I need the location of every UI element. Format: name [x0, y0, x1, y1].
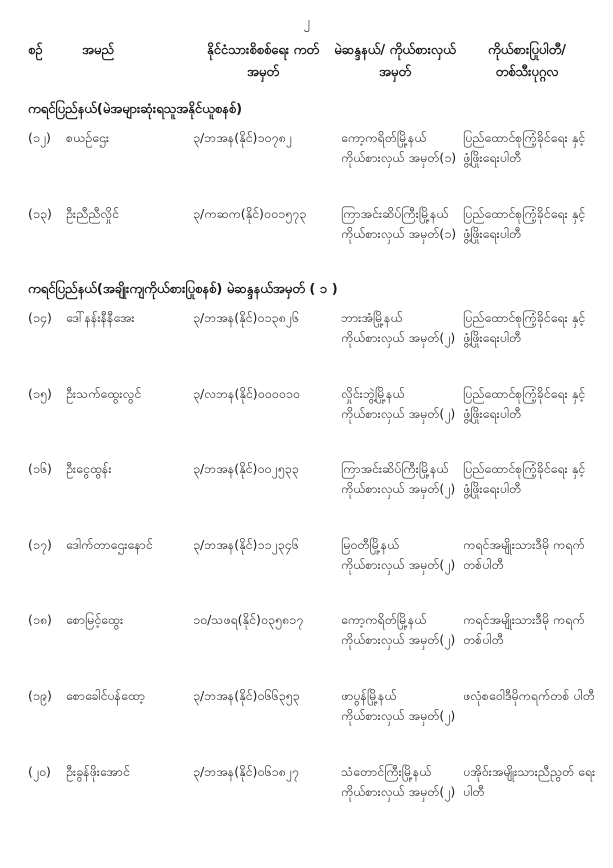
- nrc-number: ၃/လဘန(နိုင်)၀၀၀၀၁၀: [193, 386, 300, 401]
- candidate-name: ဦးငွေထွန်း: [66, 461, 112, 476]
- constituency: ကြာအင်းဆိပ်ကြီးမြို့နယ် ကိုယ်စားလှယ် အမှတ်(၁): [341, 206, 457, 241]
- party: ပြည်ထောင်စုကြံ့ခိုင်ရေး နှင့်ဖွံ့ဖြိုးရေးပါတီ: [463, 206, 586, 241]
- constituency: ဖာပွန်မြို့နယ် ကိုယ်စားလှယ် အမှတ်(၂): [341, 688, 456, 723]
- section-title: ကရင်ပြည်နယ်(မဲအများဆုံးရသူအနိုင်ယူစနစ်): [28, 102, 243, 117]
- row-number: (၁၆): [28, 461, 52, 476]
- nrc-number: ၃/ဘအန(နိုင်)၀၁၃၈၂၆: [193, 310, 299, 325]
- nrc-number: ၃/ဘအန(နိုင်)၀၀၂၅၃၃: [193, 461, 299, 476]
- constituency: ဘားအံမြို့နယ် ကိုယ်စားလှယ် အမှတ်(၂): [341, 310, 456, 345]
- row-number: (၁၉): [28, 688, 52, 703]
- header-party: ကိုယ်စားပြုပါတီ/ တစ်သီးပုဂ္ဂလ: [488, 43, 566, 80]
- header-name: အမည်: [82, 43, 114, 58]
- candidate-name: စောမြင့်ထွေး: [66, 612, 124, 627]
- row-number: (၁၅): [28, 386, 52, 401]
- nrc-number: ၃/ဘအန(နိုင်)၀၆၆၃၅၃: [193, 688, 300, 703]
- candidate-name: ဒေါ်နန်းနီနီအေး: [66, 310, 135, 325]
- constituency: ကော့ကရိတ်မြို့နယ် ကိုယ်စားလှယ် အမှတ်(၂): [341, 612, 456, 647]
- party: ကရင်အမျိုးသားဒီမို ကရက်တစ်ပါတီ: [463, 537, 585, 572]
- nrc-number: ၃/ဘအန(နိုင်)၁၀၇၈၂: [193, 130, 292, 145]
- party: ပြည်ထောင်စုကြံ့ခိုင်ရေး နှင့်ဖွံ့ဖြိုးရေးပါတီ: [463, 386, 586, 421]
- row-number: (၁၇): [28, 537, 52, 552]
- constituency: ကြာအင်းဆိပ်ကြီးမြို့နယ် ကိုယ်စားလှယ် အမှတ်(၂): [341, 461, 456, 496]
- row-number: (၁၃): [28, 206, 52, 221]
- party: ပအိုဝ်းအမျိုးသားညီညွတ် ရေးပါတီ: [463, 764, 596, 799]
- row-number: (၁၂): [28, 130, 51, 145]
- party: ကရင်အမျိုးသားဒီမို ကရက်တစ်ပါတီ: [463, 612, 585, 647]
- section-title: ကရင်ပြည်နယ်(အချိုးကျကိုယ်စားပြုစနစ်) မဲဆန္ဒနယ်အမှတ် ( ၁ ): [28, 282, 338, 297]
- nrc-number: ၃/ဘအန(နိုင်)၁၁၂၃၄၆: [193, 537, 299, 552]
- page-number: ၂: [303, 15, 310, 30]
- constituency: လှိုင်းဘွဲ့မြို့နယ် ကိုယ်စားလှယ် အမှတ်(၂): [341, 386, 456, 421]
- row-number: (၂၀): [28, 764, 51, 779]
- constituency: မြဝတီမြို့နယ် ကိုယ်စားလှယ် အမှတ်(၂): [341, 537, 456, 572]
- nrc-number: ၃/ဘအန(နိုင်)၀၆၁၈၂၇: [193, 764, 299, 779]
- party: ဖလုံစဝေါဒီမိုကရက်တစ် ပါတီ: [463, 688, 595, 703]
- candidate-name: စယဉ်ဌေး: [66, 130, 109, 145]
- row-number: (၁၄): [28, 310, 52, 325]
- row-number: (၁၈): [28, 612, 52, 627]
- party: ပြည်ထောင်စုကြံ့ခိုင်ရေး နှင့်ဖွံ့ဖြိုးရေးပါတီ: [463, 130, 586, 165]
- candidate-name: ဒေါက်တာဌေးနောင်: [66, 537, 153, 552]
- candidate-name: ဦးခွန်ဖိုးအောင်: [66, 764, 130, 779]
- nrc-number: ၁၀/သဖရ(နိုင်)၀၃၅၈၁၇: [193, 612, 304, 627]
- candidate-name: ဦးသက်ထွေးလွင်: [66, 386, 142, 401]
- constituency: ကော့ကရိတ်မြို့နယ် ကိုယ်စားလှယ် အမှတ်(၁): [341, 130, 457, 165]
- header-nrc: နိုင်ငံသားစိစစ်ရေး ကတ်အမှတ်: [206, 43, 320, 80]
- party: ပြည်ထောင်စုကြံ့ခိုင်ရေး နှင့်ဖွံ့ဖြိုးရေးပါတီ: [463, 461, 586, 496]
- header-no: စဉ်: [28, 43, 43, 58]
- nrc-number: ၃/ကဆက(နိုင်)၀၀၁၅၇၃: [193, 206, 307, 221]
- candidate-name: ဦးညီညီလှိုင်: [66, 206, 119, 221]
- header-constituency: မဲဆန္ဒနယ်/ ကိုယ်စားလှယ်အမှတ်: [334, 43, 456, 80]
- party: ပြည်ထောင်စုကြံ့ခိုင်ရေး နှင့်ဖွံ့ဖြိုးရေးပါတီ: [463, 310, 586, 345]
- candidate-name: စောခေါင်ပန်ထော့: [66, 688, 145, 703]
- constituency: သံတောင်ကြီးမြို့နယ် ကိုယ်စားလှယ် အမှတ်(၂): [341, 764, 456, 799]
